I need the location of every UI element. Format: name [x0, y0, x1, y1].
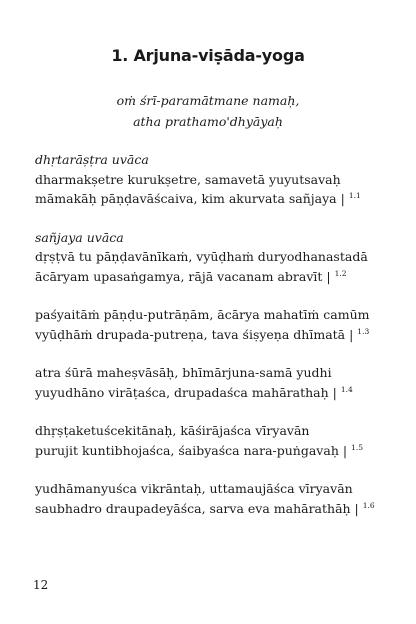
verse-line-end: [35, 441, 385, 461]
verse-line: vyūḍhāṁ drupada-putreṇa, tava śiṣyeṇa dhīmatā |: [35, 326, 354, 342]
verse-number: 1.6: [362, 500, 375, 510]
chapter-title: 1. Arjuna-viṣāda-yoga: [111, 46, 305, 65]
speaker-label: dhṛtarāṣṭra uvāca: [35, 152, 149, 167]
verse-line: purujit kuntibhojaśca, śaibyaśca nara-puṅgavaḥ |: [35, 442, 348, 458]
verse-line: yudhāmanyuśca vikrāntaḥ, uttamaujāśca vīryavān: [35, 481, 353, 496]
verse-1-6: [35, 479, 385, 518]
verse-number: 1.3: [357, 326, 370, 336]
verse-number: 1.1: [348, 190, 361, 200]
verse-line: ācāryam upasaṅgamya, rājā vacanam abravīt |: [35, 268, 331, 284]
verse-1-4: [35, 363, 385, 402]
verse-line-end: [35, 383, 385, 403]
verse-line: yuyudhāno virāṭaśca, drupadaśca mahārathaḥ |: [35, 384, 337, 400]
verse-1-3: [35, 305, 385, 344]
verse-1-2: [35, 228, 385, 287]
verse-line: dhṛṣṭaketuścekitānaḥ, kāśirājaśca vīryavān: [35, 423, 310, 438]
verse-line: dharmakṣetre kurukṣetre, samavetā yuyutsavaḥ: [35, 171, 341, 187]
verse-line-end: [35, 267, 385, 287]
verse-line: paśyaitāṁ pāṇḍu-putrāṇām, ācārya mahatīṁ camūm: [35, 307, 370, 322]
verse-line-end: [35, 499, 385, 519]
verse-line-end: [35, 189, 385, 209]
verse-number: 1.2: [334, 268, 347, 278]
invocation-line: atha prathamo'dhyāyaḥ: [133, 114, 283, 129]
page-number: 12: [33, 578, 49, 592]
verse-line: dṛṣṭvā tu pāṇḍavānīkaṁ, vyūḍhaṁ duryodhanastadā: [35, 249, 368, 264]
verse-number: 1.4: [340, 384, 353, 394]
verse-line: saubhadro draupadeyāśca, sarva eva mahārathāḥ |: [35, 500, 359, 516]
verse-line: atra śūrā maheṣvāsāḥ, bhīmārjuna-samā yudhi: [35, 365, 332, 380]
verse-line: māmakāḥ pāṇḍavāścaiva, kim akurvata sañjaya |: [35, 191, 345, 206]
verse-line-end: [35, 325, 385, 345]
verse-1-1: [35, 150, 385, 209]
verse-text: [35, 150, 385, 537]
invocation-line: oṁ śrī-paramātmane namaḥ,: [116, 93, 300, 108]
invocation: [0, 90, 416, 132]
speaker-label: sañjaya uvāca: [35, 229, 124, 245]
verse-number: 1.5: [351, 442, 363, 452]
verse-1-5: [35, 421, 385, 460]
